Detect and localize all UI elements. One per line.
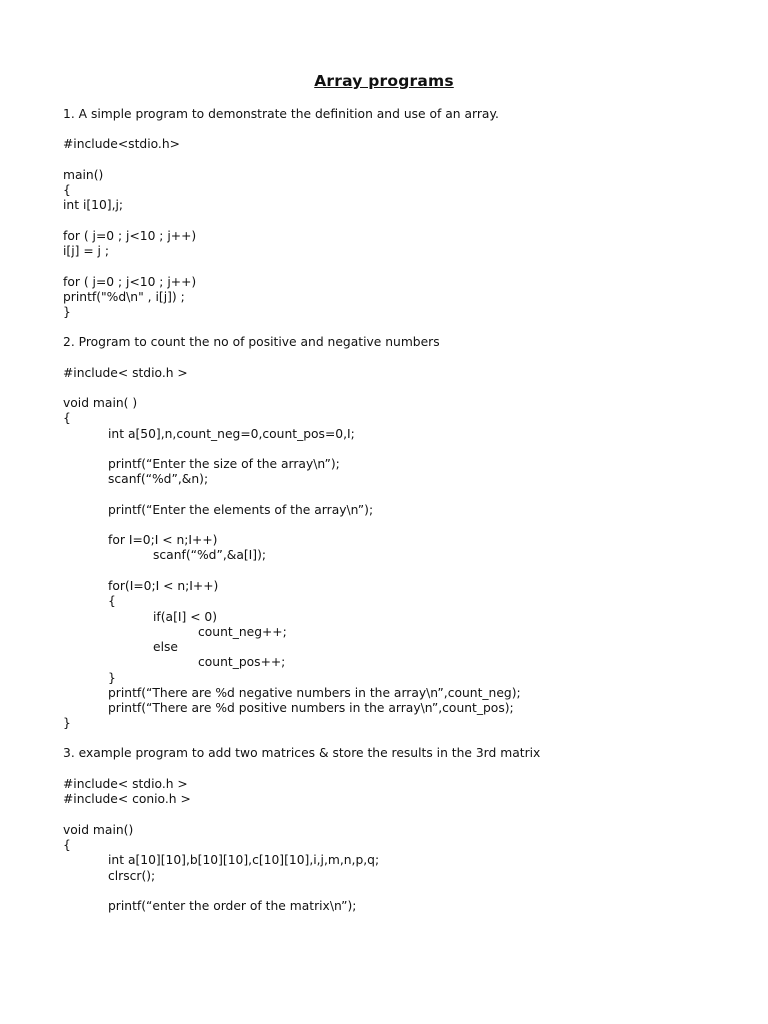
- code-line: main(): [63, 168, 104, 182]
- code-line: int i[10],j;: [63, 198, 124, 212]
- code-line: void main( ): [63, 396, 138, 410]
- code-line: i[j] = j ;: [63, 244, 110, 258]
- code-line: #include< stdio.h >: [63, 366, 188, 380]
- code-line: void main(): [63, 823, 134, 837]
- code-line: scanf(“%d”,&n);: [108, 472, 209, 486]
- code-line: {: [63, 183, 71, 197]
- code-line: #include< conio.h >: [63, 792, 191, 806]
- code-line: count_neg++;: [198, 625, 287, 639]
- code-line: printf(“enter the order of the matrix\n”);: [108, 899, 357, 913]
- code-line: #include< stdio.h >: [63, 777, 188, 791]
- section-1-heading: 1. A simple program to demonstrate the definition and use of an array.: [63, 107, 499, 121]
- page-title: Array programs: [314, 72, 454, 90]
- code-line: count_pos++;: [198, 655, 286, 669]
- code-line: printf(“There are %d negative numbers in the array\n”,count_neg);: [108, 686, 521, 700]
- code-line: printf(“There are %d positive numbers in the array\n”,count_pos);: [108, 701, 514, 715]
- code-line: #include<stdio.h>: [63, 137, 180, 151]
- code-line: int a[10][10],b[10][10],c[10][10],i,j,m,n,p,q;: [108, 853, 380, 867]
- code-line: for ( j=0 ; j<10 ; j++): [63, 229, 197, 243]
- code-line: for(I=0;I < n;I++): [108, 579, 219, 593]
- code-line: clrscr();: [108, 869, 156, 883]
- code-line: printf(“Enter the elements of the array\n”);: [108, 503, 374, 517]
- code-line: }: [63, 716, 71, 730]
- code-line: scanf(“%d”,&a[I]);: [153, 548, 267, 562]
- code-line: {: [108, 594, 116, 608]
- code-line: printf(“Enter the size of the array\n”);: [108, 457, 340, 471]
- code-line: {: [63, 411, 71, 425]
- code-line: }: [63, 305, 71, 319]
- code-line: }: [108, 671, 116, 685]
- code-line: printf("%d\n" , i[j]) ;: [63, 290, 185, 304]
- code-line: else: [153, 640, 178, 654]
- section-3-heading: 3. example program to add two matrices & store the results in the 3rd matrix: [63, 746, 541, 760]
- code-line: int a[50],n,count_neg=0,count_pos=0,I;: [108, 427, 355, 441]
- code-line: if(a[I] < 0): [153, 610, 218, 624]
- code-line: for ( j=0 ; j<10 ; j++): [63, 275, 197, 289]
- code-line: {: [63, 838, 71, 852]
- section-2-heading: 2. Program to count the no of positive and negative numbers: [63, 335, 440, 349]
- code-line: for I=0;I < n;I++): [108, 533, 218, 547]
